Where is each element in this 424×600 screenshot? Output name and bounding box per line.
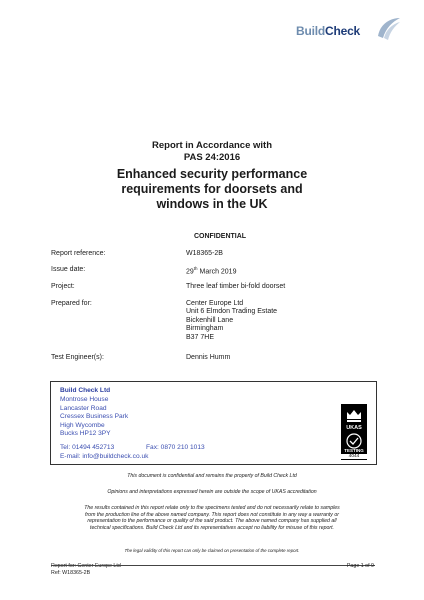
company-name: Build Check Ltd [60, 387, 111, 394]
company-address-line: High Wycombe [60, 421, 105, 429]
project-value: Three leaf timber bi-fold doorset [186, 283, 286, 290]
ukas-accreditation-mark [341, 404, 367, 460]
issue-date-label: Issue date: [51, 266, 86, 273]
client-address-line: Unit 6 Elmdon Trading Estate [186, 308, 278, 316]
report-accordance-heading: Report in Accordance with [152, 140, 272, 151]
footer-reference: Ref: W18365-2B [51, 570, 91, 576]
results-disclaimer: The results contained in this report relate only to the specimens tested and do not necessarily relate to samples from the production line of the above named company. This report does not constitute in any way a warranty or representation to the performance or quality of the said product. The above named company has supplied all technical specifications. Build Check Ltd and its representatives accept no liability for misuse of this report. [84, 505, 340, 531]
project-label: Project: [51, 283, 75, 290]
company-details-box [50, 381, 377, 465]
document-title-line-1: Enhanced security performance [116, 167, 308, 181]
footer-report-for: Report for: Center Europe Ltd [51, 563, 121, 569]
confidentiality-note: This document is confidential and remains the property of Build Check Ltd [127, 473, 297, 479]
buildcheck-logo [296, 14, 406, 44]
ukas-testing-label: TESTING [344, 448, 364, 453]
company-address-line: Lancaster Road [60, 404, 107, 412]
ukas-label: UKAS [346, 425, 362, 431]
footer-divider [51, 565, 375, 566]
company-address-line: Cressex Business Park [60, 413, 129, 420]
report-reference-label: Report reference: [51, 250, 106, 257]
company-fax: Fax: 0870 210 1013 [146, 444, 205, 451]
ukas-number: 4044 [341, 454, 367, 459]
crown-icon [341, 405, 367, 425]
test-engineer-value: Dennis Humm [186, 354, 231, 361]
prepared-for-address [186, 300, 277, 342]
logo-swoosh-icon [374, 14, 402, 42]
client-postcode: B37 7HE [186, 333, 215, 341]
company-telephone: Tel: 01494 452713 [60, 444, 115, 451]
company-email: E-mail: info@buildcheck.co.uk [60, 452, 149, 460]
footer-page-number: Page 1 of 9 [346, 563, 374, 569]
client-address-line: Bickenhill Lane [186, 316, 234, 324]
logo-wordmark: BuildCheck [296, 24, 361, 38]
client-name: Center Europe Ltd [186, 300, 244, 307]
company-postcode: Bucks HP12 3PY [60, 430, 111, 437]
ukas-scope-note: Opinions and interpretations expressed herein are outside the scope of UKAS accreditation [107, 489, 317, 495]
test-engineer-label: Test Engineer(s): [51, 354, 104, 361]
issue-date-value: 29th March 2019 [186, 266, 237, 276]
document-title-line-3: windows in the UK [156, 197, 268, 211]
company-address-line: Montrose House [60, 396, 109, 403]
report-reference-value: W18365-2B [186, 250, 223, 257]
document-title-line-2: requirements for doorsets and [121, 182, 303, 196]
confidential-label: CONFIDENTIAL [193, 233, 247, 240]
prepared-for-label: Prepared for: [51, 300, 92, 307]
standard-heading: PAS 24:2016 [183, 152, 241, 163]
client-address-line: Birmingham [186, 325, 224, 333]
legal-validity-note: The legal validity of this report can only be claimed on presentation of the complete report. [124, 548, 300, 553]
